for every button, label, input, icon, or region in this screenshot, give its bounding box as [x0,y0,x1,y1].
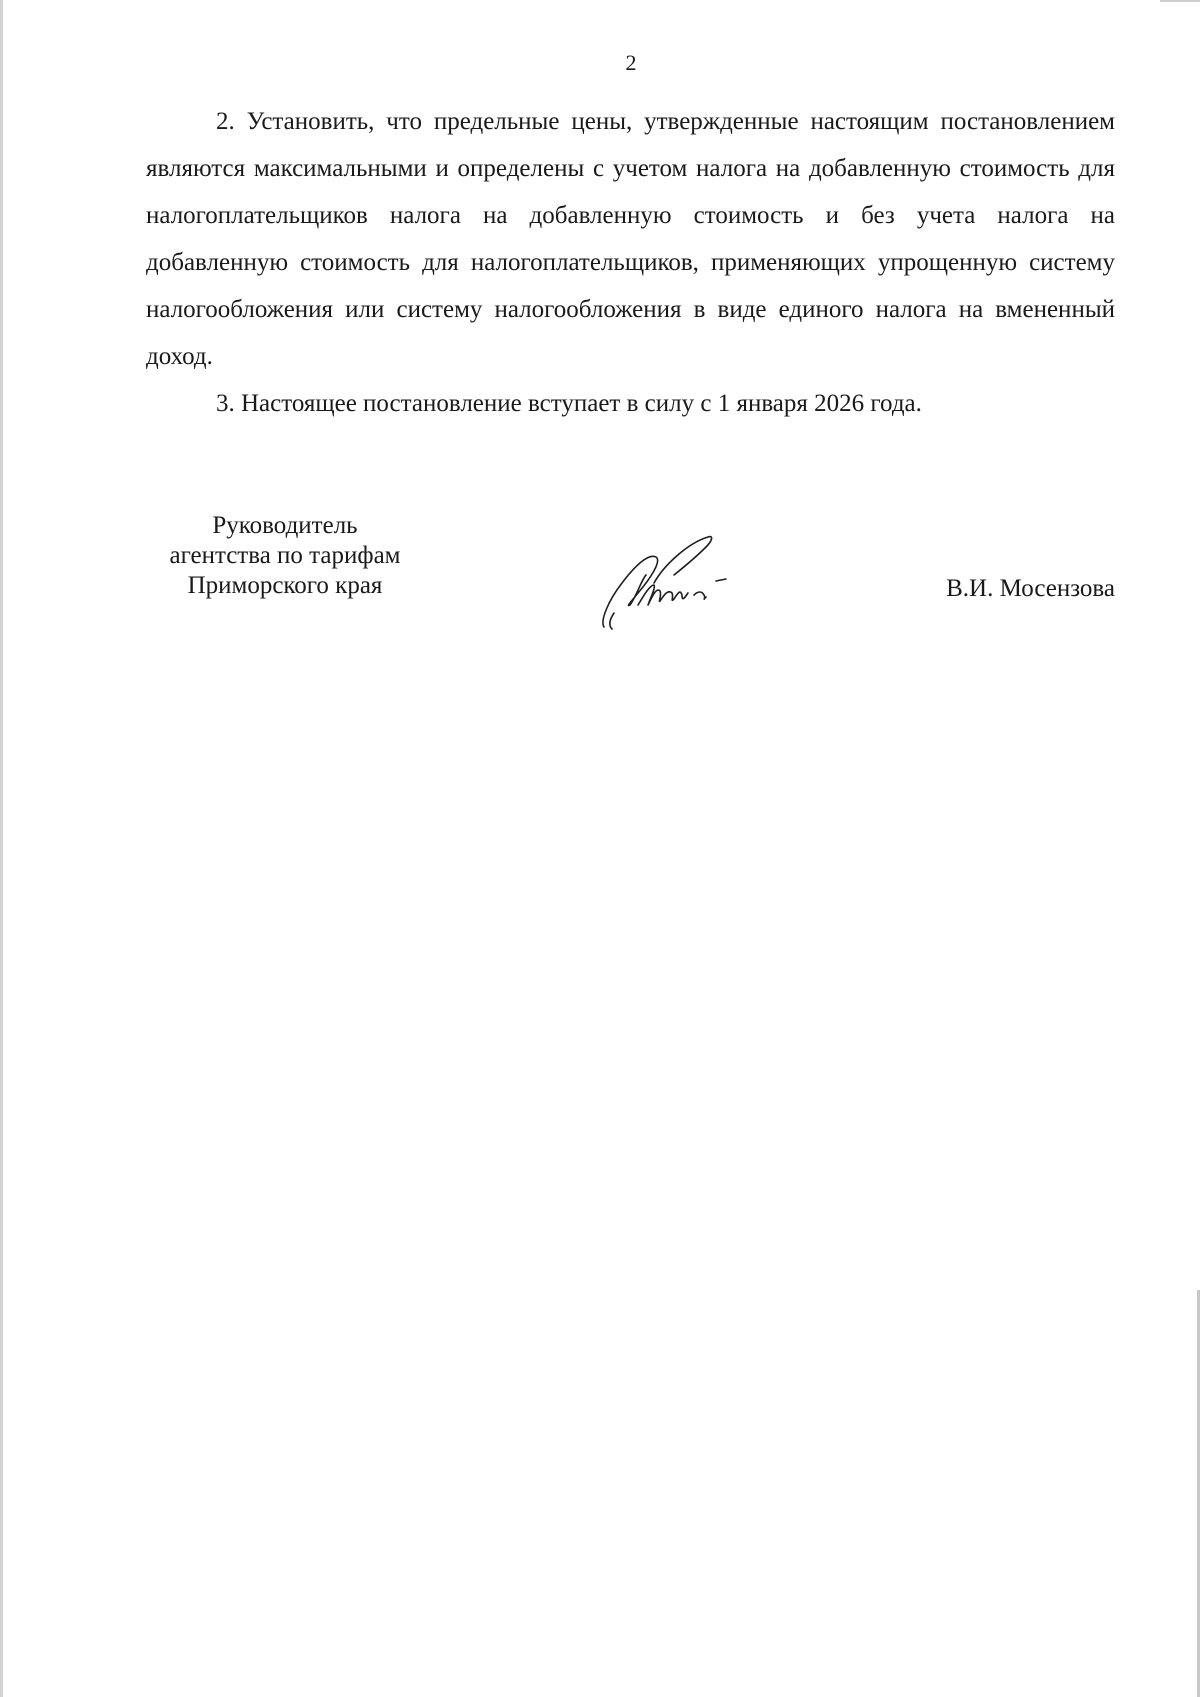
scan-edge-left [0,0,3,1697]
signer-name: В.И. Мосензова [946,575,1115,602]
signatory-title-line: Руководитель [212,512,358,539]
paragraph-3: 3. Настоящее постановление вступает в силу с 1 января 2026 года. [216,390,922,417]
handwritten-signature-icon [598,535,732,633]
document-body [146,98,1115,427]
signatory-title [140,511,430,601]
paragraph-2: 2. Установить, что предельные цены, утвержденные настоящим постановлением являются максимальными и определены с учетом налога на добавленную стоимость для налогоплательщиков налога на добавленную стоимость и без учета налога на добавленную стоимость для налогоплательщиков, применяющих упрощенную систему налогообложения или систему налогообложения в виде единого налога на вмененный доход. [146,108,1115,370]
signatory-title-line: Приморского края [187,572,383,599]
signatory-title-line: агентства по тарифам [169,542,401,569]
scan-edge-top [1160,0,1200,2]
page-number: 2 [625,50,637,75]
